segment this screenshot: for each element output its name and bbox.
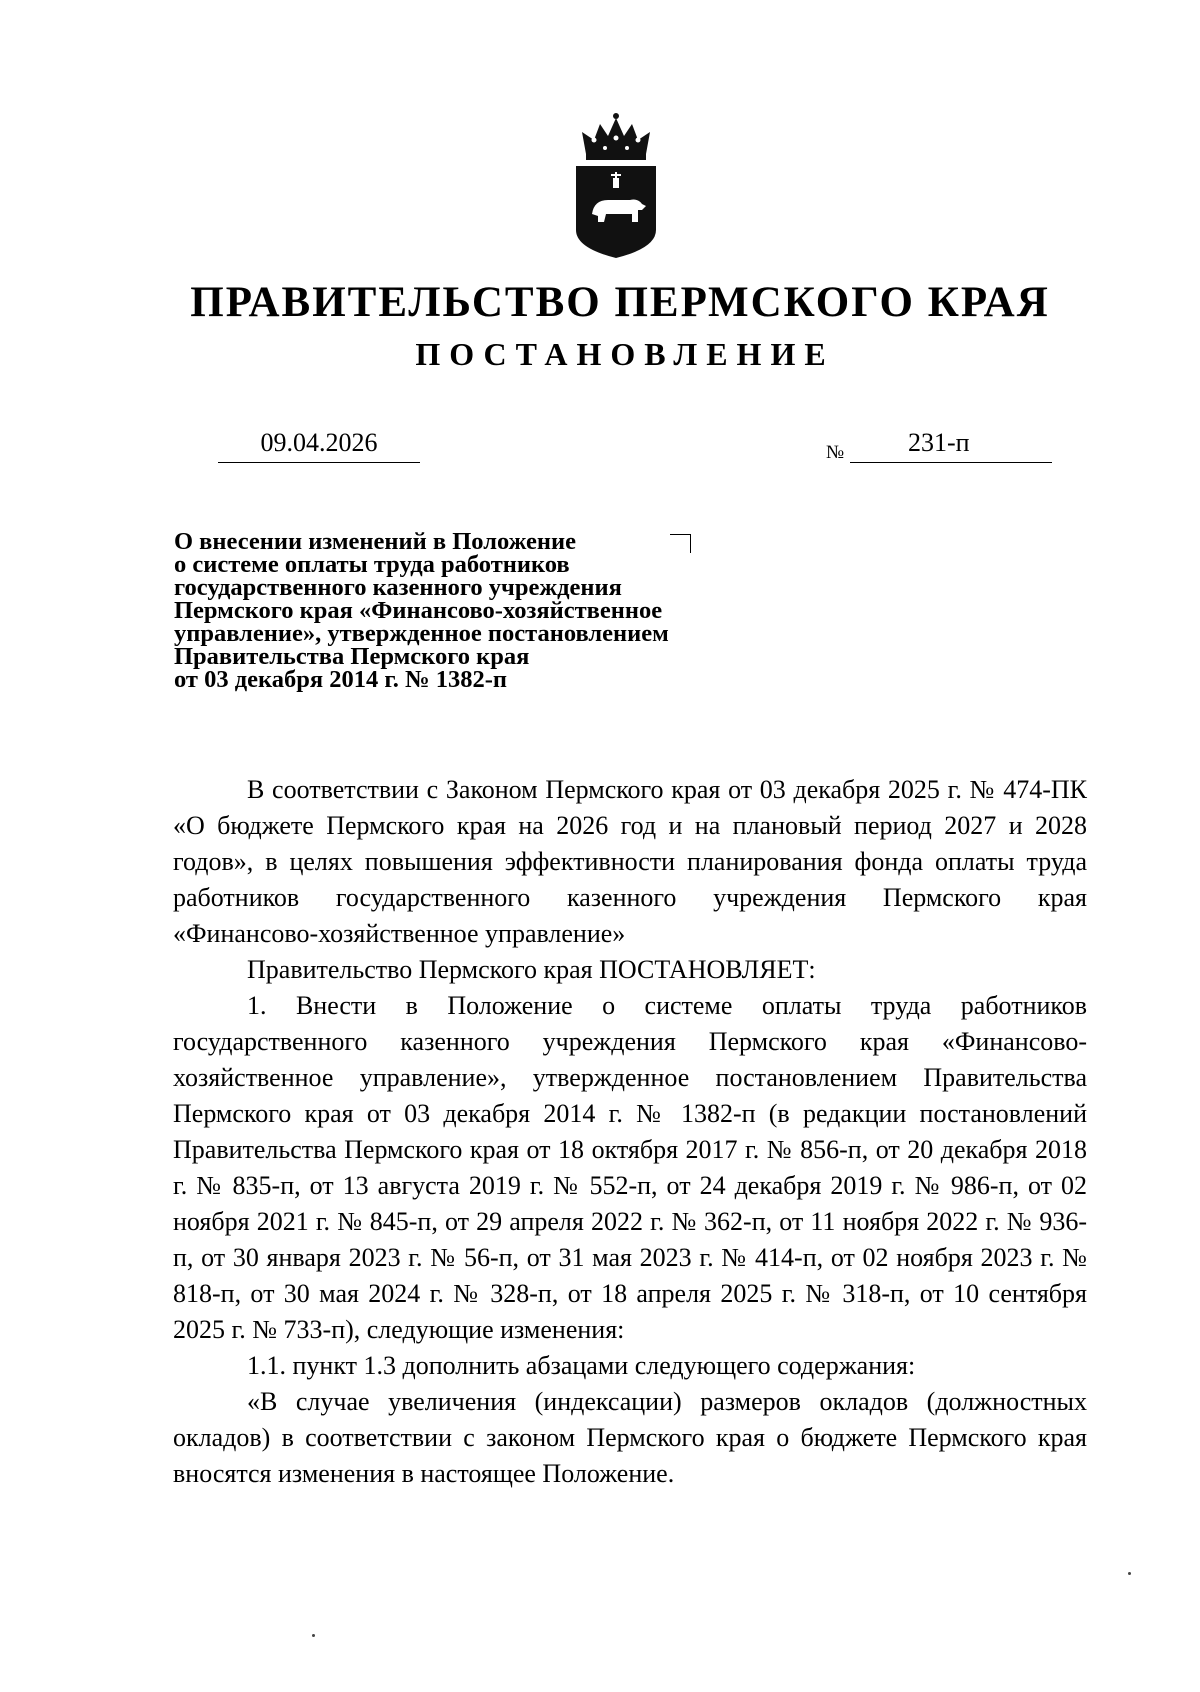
document-type: ПОСТАНОВЛЕНИЕ [415, 336, 835, 372]
subject-corner-mark [670, 534, 691, 553]
body-paragraph: В соответствии с Законом Пермского края от 03 декабря 2025 г. № 474-ПК «О бюджете Пермского края на 2026 год и на плановый период 2027 и 2028 годов», в целях повышения эффективности планирования фонда оплаты труда работников государственного казенного учреждения Пермского края «Финансово-хозяйственное управление» [173, 775, 1087, 948]
body-paragraph: «В случае увеличения (индексации) размеров окладов (должностных окладов) в соответствии с законом Пермского края о бюджете Пермского края вносятся изменения в настоящее Положение. [173, 1387, 1087, 1488]
body-paragraph: Правительство Пермского края ПОСТАНОВЛЯЕТ: [247, 955, 816, 984]
scan-speck [1128, 1572, 1131, 1575]
document-date: 09.04.2026 [218, 428, 420, 463]
subject-line: управление», утвержденное постановлением [174, 620, 669, 647]
number-sign: № [826, 442, 845, 463]
perm-krai-coat-of-arms-icon [572, 110, 660, 260]
subject-line: Правительства Пермского края [174, 643, 530, 670]
scan-speck [312, 1634, 315, 1637]
document-number: 231-п [908, 428, 970, 457]
subject-line: о системе оплаты труда работников [174, 551, 570, 578]
government-title: ПРАВИТЕЛЬСТВО ПЕРМСКОГО КРАЯ [190, 279, 1050, 326]
subject-line: от 03 декабря 2014 г. № 1382-п [174, 666, 507, 693]
subject-line: государственного казенного учреждения [174, 574, 622, 601]
document-body [173, 772, 1087, 1492]
body-paragraph: 1.1. пункт 1.3 дополнить абзацами следующего содержания: [247, 1351, 916, 1380]
document-number-field [850, 428, 1052, 463]
subject-line: Пермского края «Финансово-хозяйственное [174, 597, 663, 624]
body-paragraph: 1. Внести в Положение о системе оплаты труда работников государственного казенного учреждения Пермского края «Финансово-хозяйственное управление», утвержденное постановлением Правительства Пермского края от 03 декабря 2014 г. № 1382-п (в редакции постановлений Правительства Пермского края от 18 октября 2017 г. № 856-п, от 20 декабря 2018 г. № 835-п, от 13 августа 2019 г. № 552-п, от 24 декабря 2019 г. № 986-п, от 02 ноября 2021 г. № 845-п, от 29 апреля 2022 г. № 362-п, от 11 ноября 2022 г. № 936-п, от 30 января 2023 г. № 56-п, от 31 мая 2023 г. № 414-п, от 02 ноября 2023 г. № 818-п, от 30 мая 2024 г. № 328-п, от 18 апреля 2025 г. № 318-п, от 10 сентября 2025 г. № 733-п), следующие изменения: [173, 991, 1087, 1344]
subject-line: О внесении изменений в Положение [174, 528, 577, 555]
document-subject [174, 530, 774, 691]
